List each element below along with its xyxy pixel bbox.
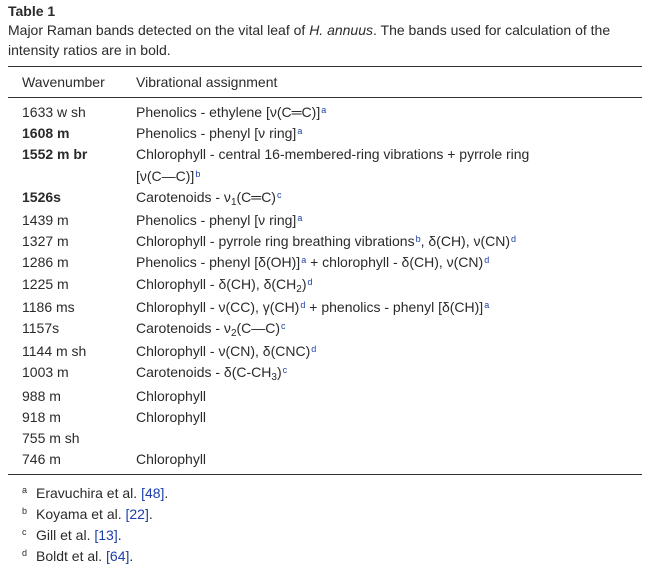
wavenumber-cell: 1608 m: [22, 125, 70, 142]
wavenumber-cell: 1157s: [22, 320, 60, 337]
assignment-cell: [136, 123, 642, 144]
footnote-marker: d: [511, 234, 517, 245]
footnote-marker: a: [321, 105, 327, 115]
assignment-cell: [136, 428, 642, 449]
subscript: 1: [230, 196, 237, 208]
footnote-marker: d: [300, 299, 306, 310]
assignment-cell: [136, 297, 642, 318]
assignment-text: Phenolics - phenyl [ν ring]: [136, 125, 297, 142]
table-row: [8, 428, 642, 449]
footnote-mark: d: [22, 548, 28, 559]
reference-link[interactable]: [64]: [106, 548, 130, 565]
footnote-body: [36, 525, 122, 546]
footnote-period: .: [148, 506, 153, 523]
footnote-period: .: [129, 548, 134, 565]
table-row: [8, 386, 642, 407]
table-row: [8, 231, 642, 252]
assignment-cell: [136, 362, 642, 385]
footnote-marker: d: [307, 276, 313, 287]
caption-text-2: . The bands used for calculation of the intensity ratios are in bold.: [8, 22, 611, 58]
assignment-text: ): [301, 275, 307, 292]
assignment-text: Phenolics - phenyl [δ(OH)]: [136, 254, 301, 271]
assignment-text: Chlorophyll: [136, 451, 207, 468]
footnote-marker: b: [195, 168, 201, 179]
footnote-marker: a: [297, 126, 303, 137]
assignment-text: (C—C): [236, 320, 281, 337]
assignment-text: Chlorophyll - ν(CN), δ(CNC): [136, 343, 311, 360]
caption-species: H. annuus: [309, 22, 374, 38]
reference-link[interactable]: [13]: [94, 527, 118, 544]
footnote-marker: a: [297, 213, 303, 224]
table-row: [8, 318, 642, 341]
assignment-text: Phenolics - phenyl [ν ring]: [136, 212, 297, 229]
table-label: Table 1: [8, 3, 56, 19]
table-header-row: [8, 67, 642, 97]
assignment-cell: [136, 386, 642, 407]
footnote-mark: c: [22, 527, 27, 538]
footnote-period: .: [164, 485, 169, 502]
wavenumber-cell: 1526s: [22, 188, 61, 205]
footnote-item: [22, 483, 642, 504]
wavenumber-cell: 1552 m br: [22, 146, 88, 163]
footnote-item: [22, 504, 642, 525]
footnote-period: .: [117, 527, 122, 544]
footnote-marker: b: [415, 234, 421, 245]
reference-link[interactable]: [48]: [141, 485, 165, 502]
subscript: 2: [296, 283, 302, 295]
assignment-text: Chlorophyll - central 16-membered-ring vibrations + pyrrole ring: [136, 146, 530, 163]
assignment-text: (C═C): [236, 188, 276, 205]
table-row: [8, 449, 642, 470]
footnote-body: [36, 483, 168, 504]
assignment-cell: [136, 231, 642, 252]
assignment-text: Carotenoids - ν: [136, 188, 231, 205]
header-wavenumber: Wavenumber: [22, 74, 105, 90]
table-row: [8, 144, 642, 186]
table-row: [8, 210, 642, 231]
table-row: [8, 102, 642, 123]
table-row: [8, 407, 642, 428]
footnote-marker: d: [484, 255, 490, 266]
assignment-cell: [136, 102, 642, 123]
table-row: [8, 187, 642, 210]
table-row: [8, 274, 642, 297]
footnote-marker: a: [484, 299, 490, 310]
assignment-text: ): [276, 364, 282, 381]
assignment-cell: [136, 341, 642, 362]
assignment-text: Chlorophyll - pyrrole ring breathing vibrations: [136, 233, 415, 250]
footnote-item: [22, 546, 642, 567]
table-caption: [8, 20, 642, 60]
subscript: 2: [230, 328, 237, 340]
footnote-marker: a: [301, 255, 307, 266]
wavenumber-cell: 988 m: [22, 387, 61, 404]
table-row: [8, 297, 642, 318]
assignment-text: + chlorophyll - δ(CH), ν(CN): [306, 254, 484, 271]
table-row: [8, 123, 642, 144]
assignment-text: Chlorophyll - δ(CH), δ(CH: [136, 275, 297, 292]
wavenumber-cell: 1144 m sh: [22, 343, 87, 360]
assignment-text: Chlorophyll: [136, 387, 207, 404]
assignment-cell: [136, 449, 642, 470]
footnote-item: [22, 525, 642, 546]
table-row: [8, 341, 642, 362]
footnote-text: Koyama et al.: [36, 506, 126, 523]
header-assignment: Vibrational assignment: [136, 74, 278, 90]
assignment-cell: [136, 318, 642, 341]
footnote-mark: b: [22, 506, 28, 517]
table-row: [8, 362, 642, 385]
assignment-cell: [136, 252, 642, 273]
assignment-text: Carotenoids - ν: [136, 320, 231, 337]
footnote-body: [36, 504, 153, 525]
assignment-cell: [136, 210, 642, 231]
assignment-text: Chlorophyll - ν(CC), γ(CH): [136, 298, 300, 315]
assignment-text: , δ(CH), ν(CN): [420, 233, 511, 250]
footnotes: [8, 475, 642, 567]
table-row: [8, 252, 642, 273]
table-body: [8, 98, 642, 474]
assignment-text: + phenolics - phenyl [δ(CH)]: [305, 298, 484, 315]
wavenumber-cell: 1327 m: [22, 233, 69, 250]
footnote-marker: d: [311, 344, 317, 355]
wavenumber-cell: 755 m sh: [22, 430, 80, 447]
wavenumber-cell: 1439 m: [22, 212, 69, 229]
wavenumber-cell: 1186 ms: [22, 298, 75, 315]
assignment-text: [ν(C—C)]: [136, 167, 195, 184]
wavenumber-cell: 1225 m: [22, 275, 69, 292]
reference-link[interactable]: [22]: [125, 506, 149, 523]
footnote-text: Boldt et al.: [36, 548, 107, 565]
footnote-text: Gill et al.: [36, 527, 95, 544]
footnote-marker: c: [276, 189, 282, 200]
wavenumber-cell: 746 m: [22, 451, 61, 468]
footnote-text: Eravuchira et al.: [36, 485, 142, 502]
wavenumber-cell: 918 m: [22, 408, 61, 425]
footnote-body: [36, 546, 133, 567]
subscript: 3: [271, 372, 277, 384]
assignment-cell: [136, 274, 642, 297]
wavenumber-cell: 1633 w sh: [22, 104, 86, 120]
footnote-marker: c: [282, 365, 288, 376]
footnote-mark: a: [22, 485, 28, 496]
wavenumber-cell: 1286 m: [22, 254, 69, 271]
assignment-cell: [136, 187, 642, 210]
assignment-text: Carotenoids - δ(C-CH: [136, 364, 272, 381]
assignment-cell: [136, 407, 642, 428]
assignment-text: Phenolics - ethylene [ν(C═C)]: [136, 104, 321, 120]
wavenumber-cell: 1003 m: [22, 364, 69, 381]
caption-text-1: Major Raman bands detected on the vital leaf of: [8, 22, 310, 38]
assignment-cell: [136, 144, 642, 186]
footnote-marker: c: [281, 321, 286, 332]
assignment-text: Chlorophyll: [136, 408, 207, 425]
